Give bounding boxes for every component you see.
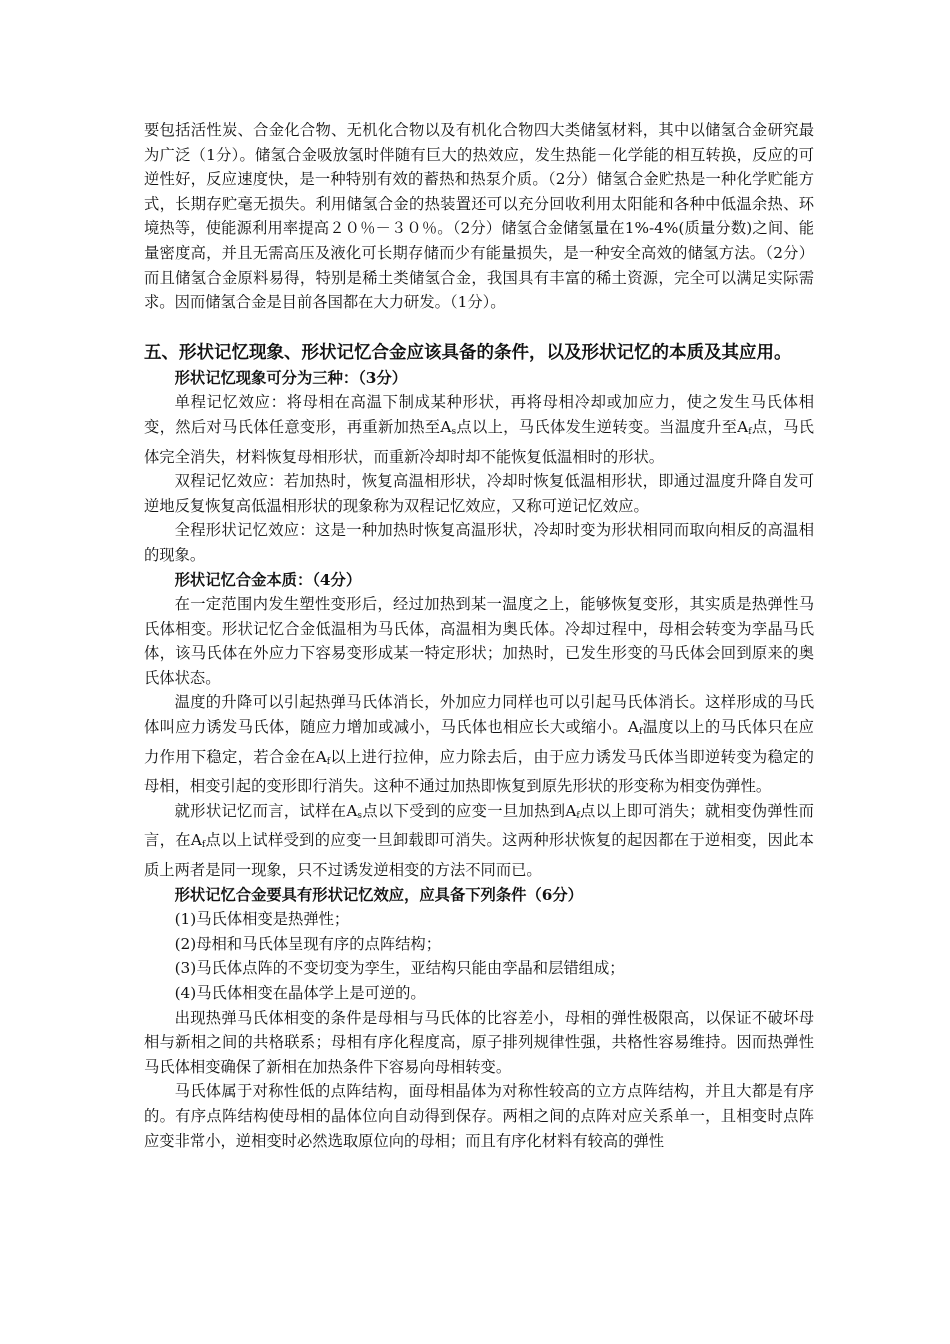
condition-item: (2)母相和马氏体呈现有序的点阵结构；: [174, 934, 442, 953]
section-spacer: [144, 315, 814, 341]
condition-item: (3)马氏体点阵的不变切变为孪生，亚结构只能由孪晶和层错组成；: [174, 959, 625, 978]
essence-paragraph-3: [144, 799, 814, 883]
intro-paragraph: 要包括活性炭、合金化合物、无机化合物以及有机化合物四大类储氢材料，其中以储氢合金研究最为广泛（1分）。储氢合金吸放氢时伴随有巨大的热效应，发生热能－化学能的相互转换，反应的可逆性好，反应速度快，是一种特别有效的蓄热和热泵介质。（2分）储氢合金贮热是一种化学贮能方式，长期存贮毫无损失。利用储氢合金的热装置还可以充分回收利用太阳能和各种中低温余热、环境热等，使能源利用率提高２０％－３０％。（2分）储氢合金储氢量在1%-4%(质量分数)之间、能量密度高，并且无需高压及液化可长期存储而少有能量损失，是一种安全高效的储氢方法。（2分）而且储氢合金原料易得，特别是稀土类储氢合金，我国具有丰富的稀土资源，完全可以满足实际需求。因而储氢合金是目前各国都在大力研发。（1分）。: [144, 121, 814, 312]
text-run: 点以上，马氏体发生逆转变。当温度升至A: [456, 417, 749, 436]
one-way-effect-paragraph: [144, 390, 814, 469]
subscript: s: [451, 426, 457, 437]
subscript: f: [748, 426, 752, 437]
condition-item: (1)马氏体相变是热弹性；: [174, 910, 350, 929]
subhead-essence: 形状记忆合金本质：（4分）: [174, 570, 362, 589]
document-page: [144, 118, 814, 1153]
condition-item: (4)马氏体相变在晶体学上是可逆的。: [174, 984, 426, 1002]
subscript: f: [326, 756, 331, 767]
essence-paragraph-2: [144, 690, 814, 798]
text-run: 温度以上的马氏体只在应力作用下稳定，若合金在A: [144, 718, 814, 766]
subscript: f: [201, 840, 206, 851]
subscript: f: [638, 727, 643, 738]
text-run: 点以下受到的应变一旦加热到A: [362, 801, 577, 820]
text-run: 点以上试样受到的应变一旦卸载即可消失。这两种形状恢复的起因都在于逆相变，因此本质上两者是同一现象，只不过诱发逆相变的方法不同而已。: [144, 831, 814, 880]
text-run: 温度的升降可以引起热弹马氏体消长，外加应力同样也可以引起马氏体消长。这样形成的马氏体叫应力诱发马氏体，随应力增加或减小，马氏体也相应长大或缩小。A: [144, 693, 814, 737]
conditions-explanation-2: 马氏体属于对称性低的点阵结构，面母相晶体为对称性较高的立方点阵结构，并且大都是有序的。有序点阵结构使母相的晶体位向自动得到保存。两相之间的点阵对应关系单一，且相变时点阵应变非常小，逆相变时必然选取原位向的母相；而且有序化材料有较高的弹性: [144, 1082, 814, 1150]
subscript: s: [357, 810, 363, 821]
subscript: f: [576, 810, 580, 821]
section-heading: 五、形状记忆现象、形状记忆合金应该具备的条件，以及形状记忆的本质及其应用。: [144, 342, 792, 363]
subhead-conditions: 形状记忆合金要具有形状记忆效应，应具备下列条件（6分）: [174, 885, 583, 904]
all-round-effect-paragraph: 全程形状记忆效应：这是一种加热时恢复高温形状，冷却时变为形状相同而取向相反的高温相的现象。: [144, 521, 814, 564]
text-run: 点以上即可消失；就相变伪弹性而言，在A: [144, 801, 814, 850]
text-run: 点，马氏体完全消失，材料恢复母相形状，而重新冷却时却不能恢复低温相时的形状。: [144, 417, 814, 466]
two-way-effect-paragraph: 双程记忆效应：若加热时，恢复高温相形状，冷却时恢复低温相形状，即通过温度升降自发可逆地反复恢复高低温相形状的现象称为双程记忆效应，又称可逆记忆效应。: [144, 472, 814, 515]
subhead-phenomena: 形状记忆现象可分为三种：（3分）: [174, 368, 408, 387]
text-run: 以上进行拉伸，应力除去后，由于应力诱发马氏体当即逆转变为稳定的母相，相变引起的变形即行消失。这种不通过加热即恢复到原先形状的形变称为相变伪弹性。: [144, 747, 814, 796]
text-run: 单程记忆效应：将母相在高温下制成某种形状，再将母相冷却或加应力，使之发生马氏体相变，然后对马氏体任意变形，再重新加热至A: [144, 393, 814, 436]
conditions-explanation-1: 出现热弹马氏体相变的条件是母相与马氏体的比容差小，母相的弹性极限高，以保证不破坏母相与新相之间的共格联系；母相有序化程度高，原子排列规律性强，共格性容易维持。因而热弹性马氏体相变确保了新相在加热条件下容易向母相转变。: [144, 1008, 814, 1076]
essence-paragraph-1: 在一定范围内发生塑性变形后，经过加热到某一温度之上，能够恢复变形，其实质是热弹性马氏体相变。形状记忆合金低温相为马氏体，高温相为奥氏体。冷却过程中，母相会转变为孪晶马氏体，该马氏体在外应力下容易变形成某一特定形状；加热时，已发生形变的马氏体会回到原来的奥氏体状态。: [144, 595, 814, 687]
text-run: 就形状记忆而言，试样在A: [174, 801, 358, 820]
